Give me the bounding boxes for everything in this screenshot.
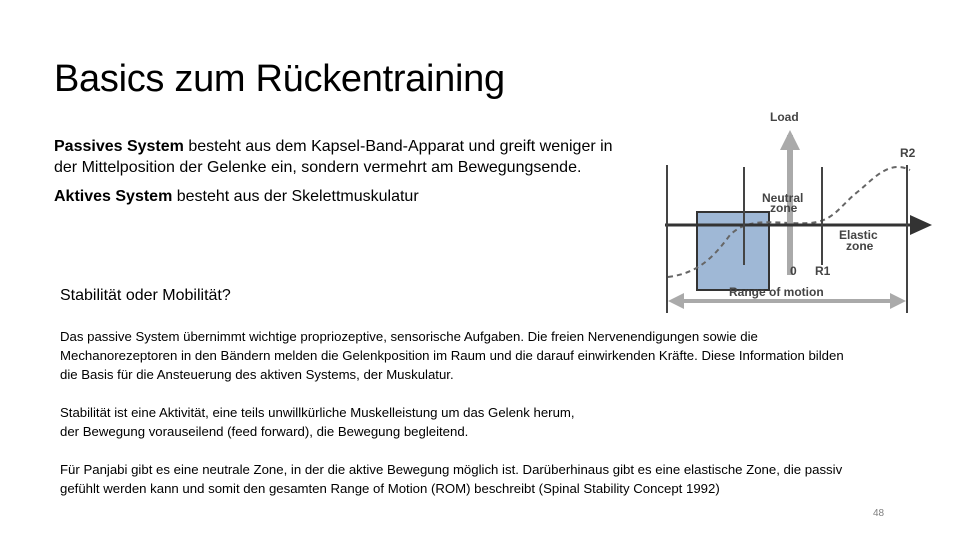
bullet-active-system xyxy=(54,186,629,207)
body-text xyxy=(60,327,860,517)
bullet-active-text: besteht aus der Skelettmuskulatur xyxy=(172,188,419,205)
bullet-list xyxy=(54,136,629,215)
bullet-passive-system xyxy=(54,136,629,178)
bullet-active-term: Aktives System xyxy=(54,188,173,205)
elastic-zone-label-2: zone xyxy=(846,239,874,253)
zero-label: 0 xyxy=(790,264,797,278)
paragraph-panjabi: Für Panjabi gibt es eine neutrale Zone, in der die aktive Bewegung möglich ist. Darüberhinaus gibt es eine elastische Zone, die passiv gefühlt werden kann und somit den gesamten Range of Motion (ROM) beschreibt (Spinal Stability Concept 1992) xyxy=(60,462,843,496)
load-axis-arrowhead xyxy=(780,130,800,150)
displacement-axis-arrowhead xyxy=(910,215,932,235)
neutral-zone-label-1: Neutral xyxy=(762,191,804,205)
page-number: 48 xyxy=(873,508,885,519)
paragraph-proprioception: Das passive System übernimmt wichtige propriozeptive, sensorische Aufgaben. Die freien Nervenendigungen sowie die Mechanorezeptoren in den Bändern melden die Gelenkposition im Raum und die darauf einwirkenden Kräfte. Diese Information bilden die Basis für die Ansteuerung des aktiven Systems, der Muskulatur. xyxy=(60,329,844,382)
r2-label: R2 xyxy=(900,146,916,160)
bullet-passive-term: Passives System xyxy=(54,138,184,155)
r1-label: R1 xyxy=(815,264,831,278)
neutral-zone-label-2: zone xyxy=(770,201,798,215)
diagram-svg xyxy=(660,105,940,320)
section-subheading: Stabilität oder Mobilität? xyxy=(60,287,231,304)
elastic-zone-label-1: Elastic xyxy=(839,228,878,242)
range-arrowhead-right xyxy=(890,293,906,309)
range-of-motion-label: Range of motion xyxy=(729,285,824,299)
bullet-passive-text: besteht aus dem Kapsel-Band-Apparat und greift weniger in der Mittelposition der Gelenke ein, sondern vermehrt am Bewegungsende. xyxy=(54,138,613,176)
slide-title: Basics zum Rückentraining xyxy=(54,58,505,100)
paragraph-stability: Stabilität ist eine Aktivität, eine teils unwillkürliche Muskelleistung um das Gelenk herum, der Bewegung vorauseilend (feed forward), die Bewegung begleitend. xyxy=(60,405,575,439)
range-arrowhead-left xyxy=(668,293,684,309)
neutral-zone-diagram xyxy=(660,105,940,320)
load-label: Load xyxy=(770,110,799,124)
